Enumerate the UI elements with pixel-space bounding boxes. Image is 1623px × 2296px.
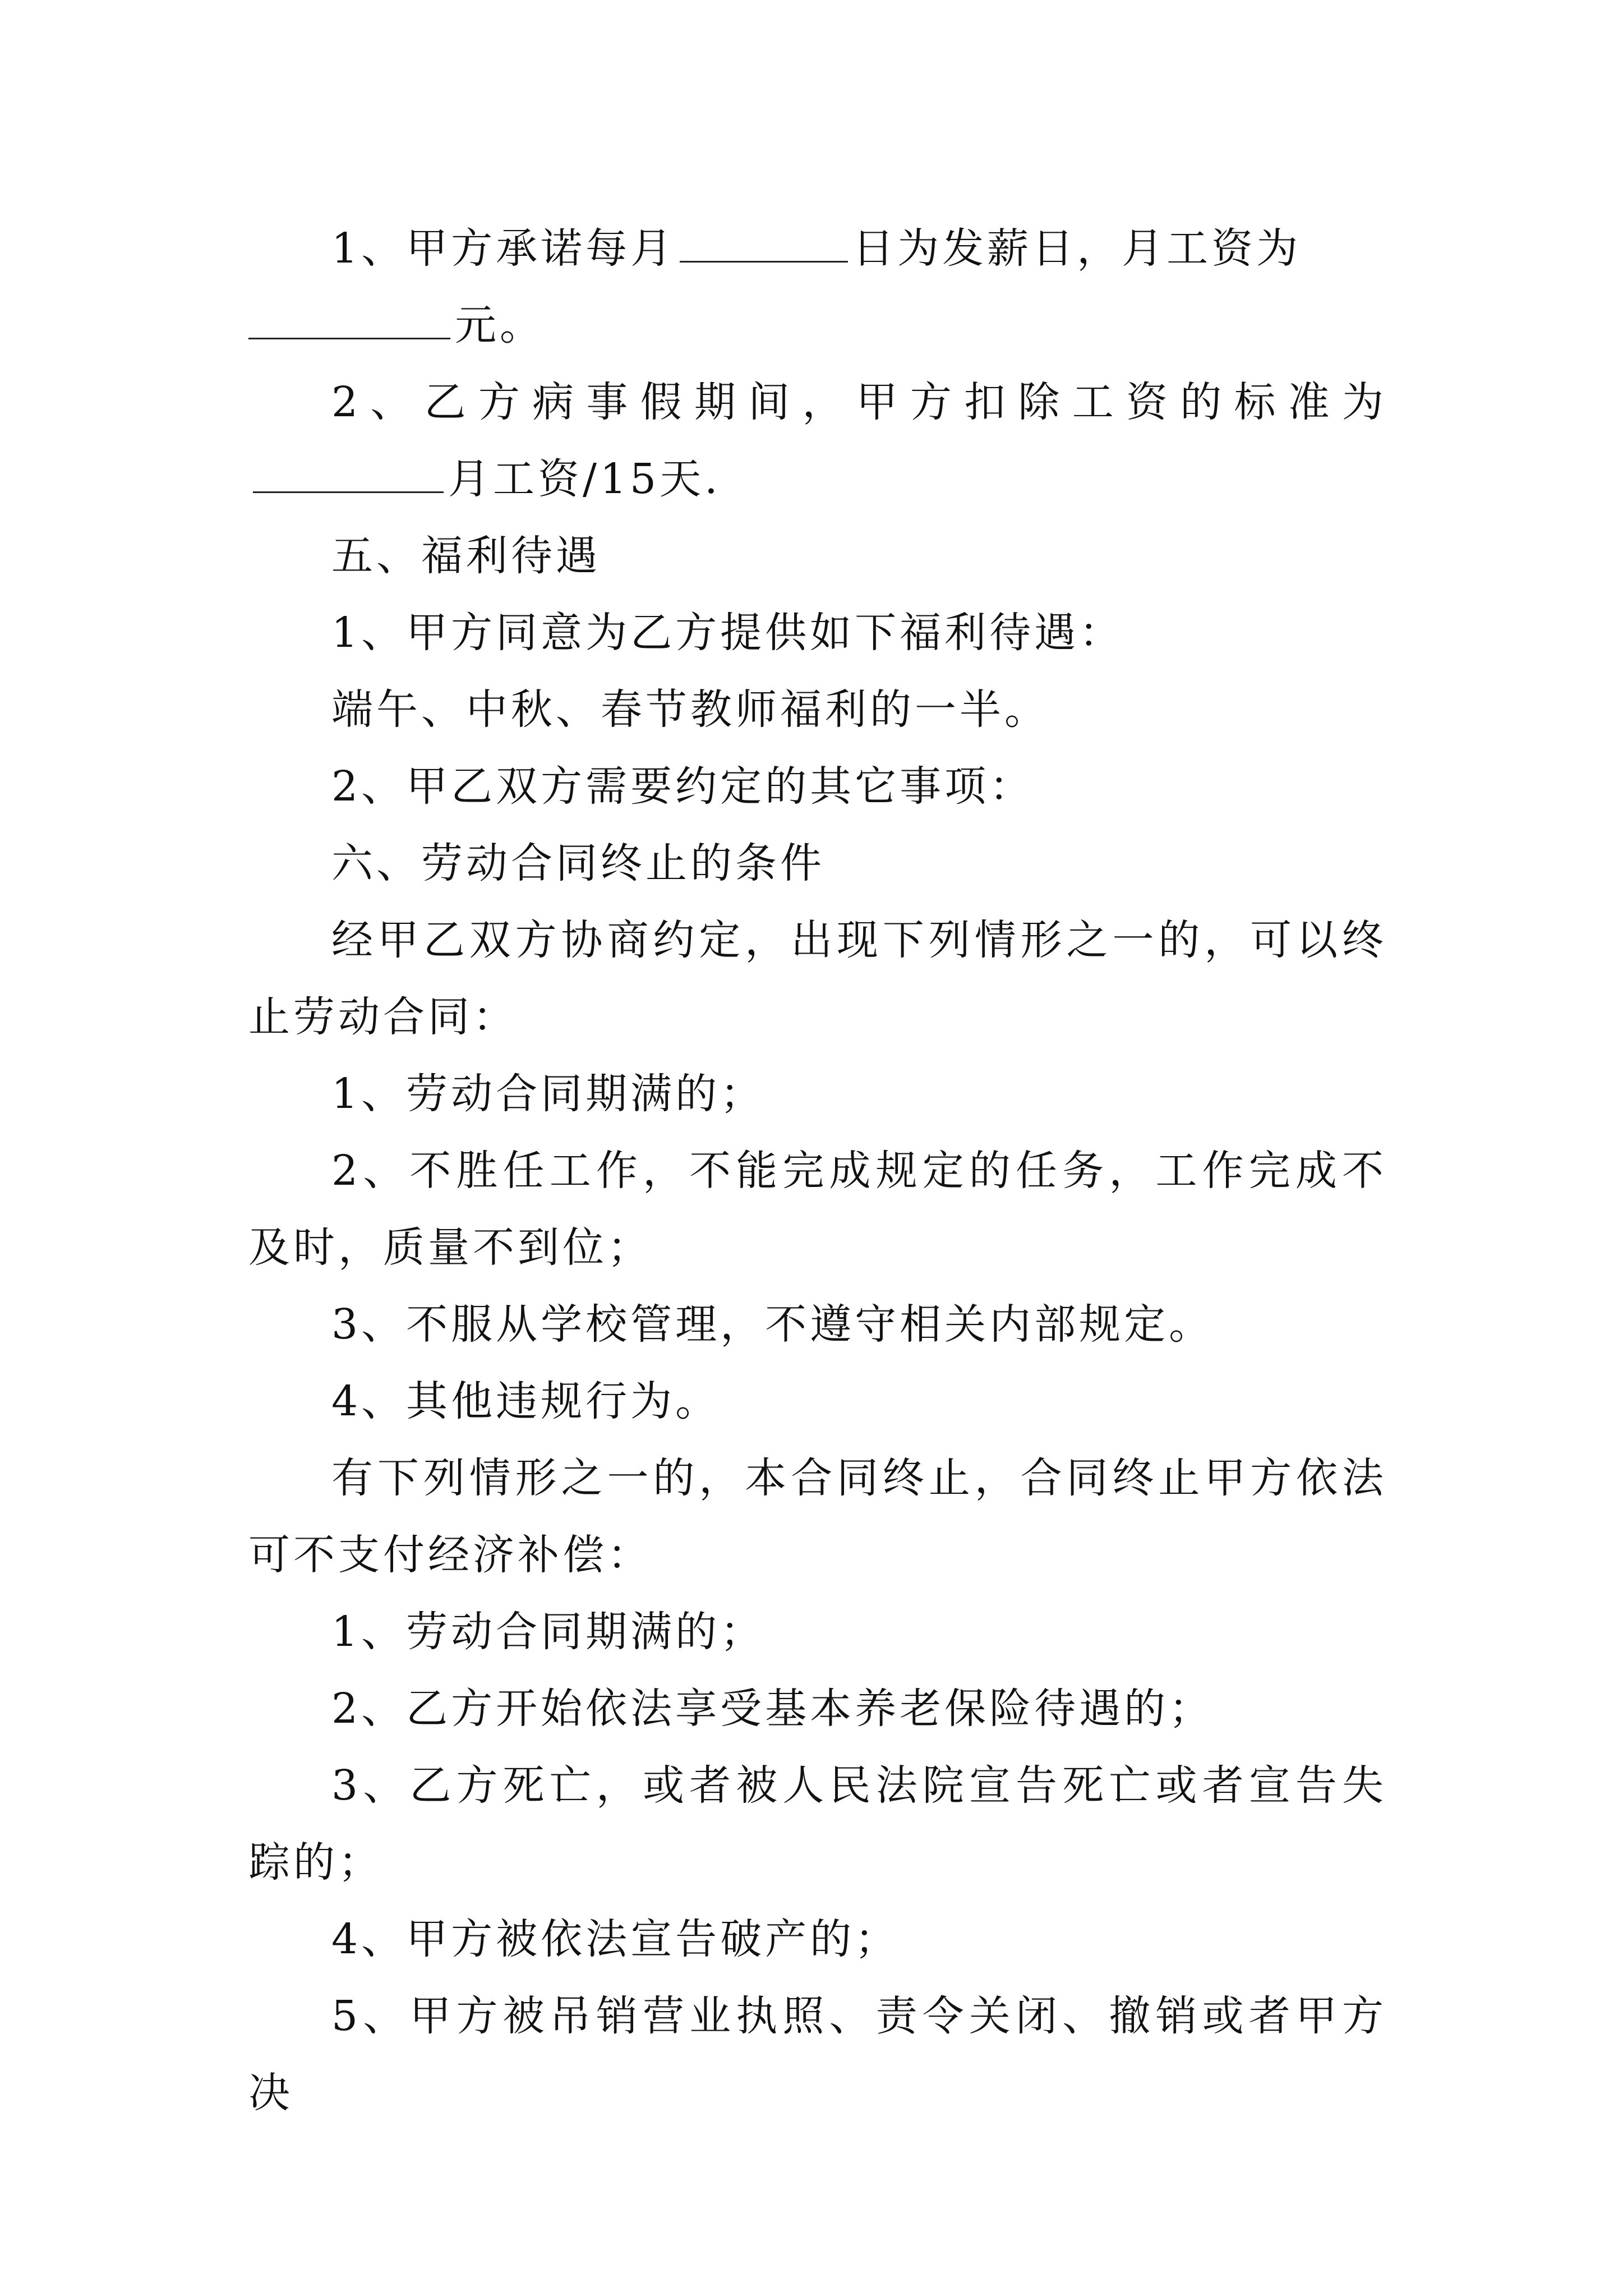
paragraph-benefits-detail: 端午、中秋、春节教师福利的一半。 [331, 685, 1049, 734]
list-item: 2、不胜任工作，不能完成规定的任务，工作完成不及时，质量不到位； [248, 1147, 1387, 1272]
list-item: 5、甲方被吊销营业执照、责令关闭、撤销或者甲方决 [248, 1992, 1387, 2117]
list-item: 2、乙方开始依法享受基本养老保险待遇的； [331, 1685, 1214, 1733]
list-item: 4、甲方被依法宣告破产的； [331, 1915, 900, 1963]
list-item: 1、劳动合同期满的； [331, 1070, 766, 1118]
list-item: 1、劳动合同期满的； [331, 1608, 766, 1656]
list-item: 3、不服从学校管理，不遵守相关内部规定。 [331, 1300, 1214, 1349]
paragraph-no-compensation-intro: 有下列情形之一的，本合同终止，合同终止甲方依法可不支付经济补偿： [248, 1454, 1387, 1579]
paragraph-payday [248, 210, 1387, 364]
leave-text-2: 月工资/15天. [448, 455, 721, 503]
payday-blank [680, 222, 848, 263]
paragraph-leave-deduction [248, 364, 1387, 518]
section-heading-termination: 六、劳动合同终止的条件 [331, 839, 825, 887]
list-item: 4、其他违规行为。 [331, 1377, 721, 1425]
payday-text-1: 1、甲方承诺每月 [331, 224, 676, 273]
list-item: 3、乙方死亡，或者被人民法院宣告死亡或者宣告失踪的； [248, 1761, 1387, 1887]
section-heading-benefits: 五、福利待遇 [331, 532, 601, 580]
payday-text-3: 元。 [455, 301, 545, 349]
document-body [248, 210, 1387, 2132]
payday-text-2: 日为发薪日，月工资为 [852, 224, 1302, 273]
paragraph-benefits-2: 2、甲乙双方需要约定的其它事项： [331, 762, 1035, 811]
paragraph-termination-intro: 经甲乙双方协商约定，出现下列情形之一的，可以终止劳动合同： [248, 916, 1387, 1041]
deduction-blank [253, 452, 444, 493]
leave-text-1: 2、乙方病事假期间，甲方扣除工资的标准为 [331, 378, 1387, 426]
paragraph-benefits-1: 1、甲方同意为乙方提供如下福利待遇： [331, 609, 1124, 657]
salary-blank [248, 298, 450, 339]
